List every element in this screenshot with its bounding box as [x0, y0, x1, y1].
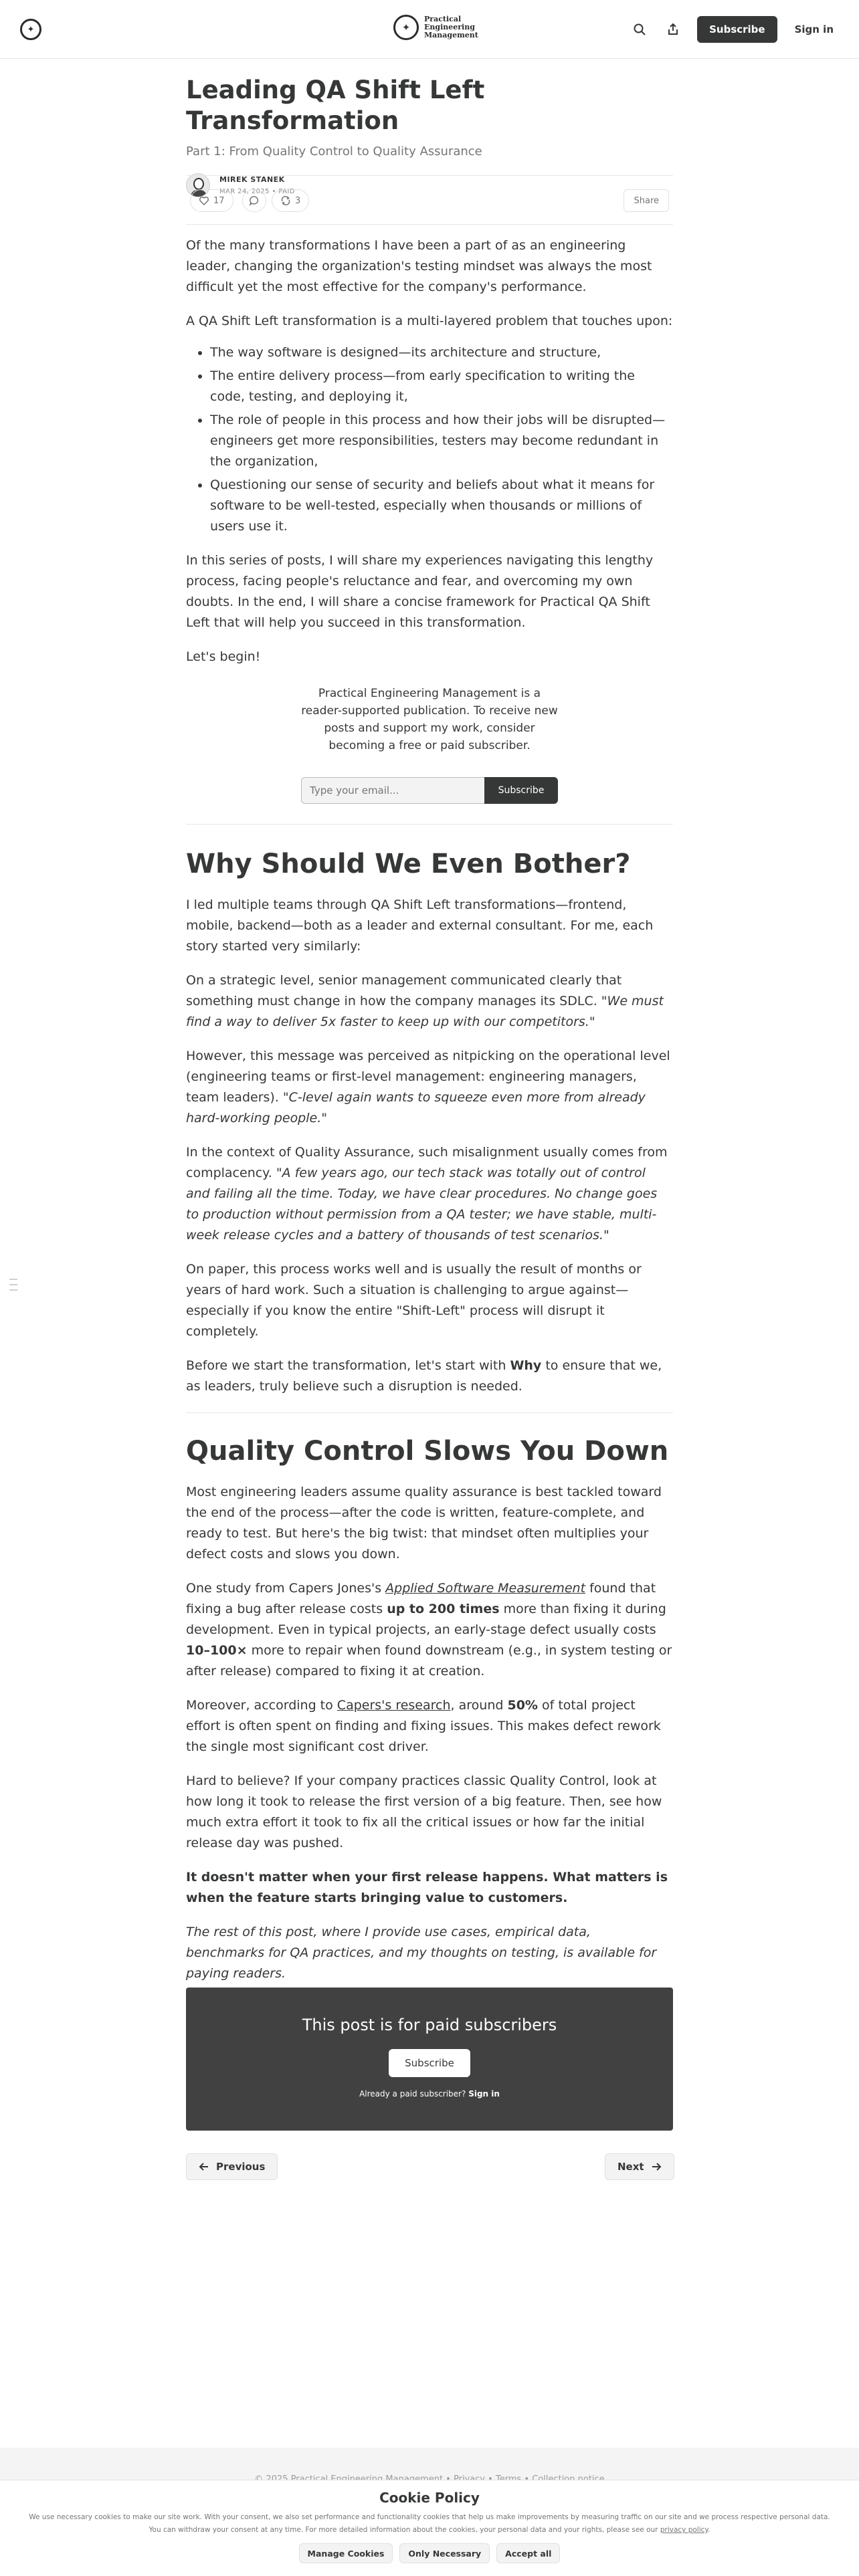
- author-name[interactable]: MIREK STANEK: [219, 175, 285, 184]
- cookie-description: We use necessary cookies to make our site work. With your consent, we also set performance and functionality cookies that help us make improvements by measuring traffic on our site and we process respective personal data. You can withdraw your consent at any time. For more detailed information about the cookies, your personal data and your rights, please see our privacy policy.: [29, 2513, 830, 2534]
- list-item: • Questioning our sense of security and beliefs about what it means for software to be well-tested, especially when thousands or millions of users use it.: [210, 475, 673, 537]
- restack-icon: [280, 195, 291, 206]
- next-post-button[interactable]: Next: [605, 2153, 674, 2180]
- scroll-indicator[interactable]: [9, 1279, 17, 1295]
- intro-paragraph: In this series of posts, I will share my experiences navigating this lengthy process, facing people's reluctance and fear, and overcoming my own doubts. In the end, I will share a concise framework for Practical QA Shift Left that will help you succeed in this transformation.: [186, 553, 654, 630]
- brand-compass-icon: ✦: [393, 15, 419, 40]
- topics-list: [186, 342, 673, 537]
- section-paragraph: Before we start the transformation, let's start with Why to ensure that we, as leaders, truly believe such a disruption is needed.: [186, 1358, 662, 1394]
- sign-in-link[interactable]: Sign in: [794, 23, 834, 35]
- comment-button[interactable]: [242, 189, 266, 212]
- privacy-policy-link[interactable]: privacy policy: [660, 2526, 708, 2534]
- paywall-box: [186, 1988, 673, 2131]
- intro-paragraph: A QA Shift Left transformation is a multi-layered problem that touches upon:: [186, 314, 673, 328]
- like-button[interactable]: [190, 189, 233, 212]
- divider: [186, 824, 673, 825]
- section-paragraph: On a strategic level, senior management communicated clearly that something must change in how the company manages its SDLC. "We must find a way to deliver 5x faster to keep up with our competitors.": [186, 973, 664, 1029]
- section-heading: Quality Control Slows You Down: [186, 1436, 669, 1467]
- previous-post-button[interactable]: Previous: [186, 2153, 278, 2180]
- section-paragraph: In the context of Quality Assurance, such misalignment usually comes from complacency. "A few years ago, our tech stack was totally out of control and failing all the time. Today, we have clear procedures. No change goes to production without permission from a QA tester; we have stable, multi-week release cycles and a battery of thousands of test scenarios.": [186, 1145, 668, 1243]
- brand-name: Practical Engineering Management: [424, 15, 478, 39]
- research-link[interactable]: Capers's research: [337, 1698, 451, 1713]
- subscribe-submit-button[interactable]: Subscribe: [484, 777, 558, 804]
- section-paragraph: One study from Capers Jones's Applied Software Measurement found that fixing a bug after release costs up to 200 times more than fixing it during development. Even in typical projects, an early-stage defect usually costs 10–100× more to repair when found downstream (e.g., in system testing or after release) compared to fixing it at creation.: [186, 1581, 672, 1679]
- post-subtitle: Part 1: From Quality Control to Quality Assurance: [186, 144, 482, 158]
- accept-all-button[interactable]: Accept all: [496, 2543, 560, 2563]
- paywall-title: This post is for paid subscribers: [302, 2016, 557, 2034]
- section-why-bother: [186, 848, 673, 1397]
- post-date: MAR 24, 2025 • PAID: [219, 188, 295, 195]
- arrow-left-icon: [199, 2161, 209, 2172]
- section-paragraph-italic: The rest of this post, where I provide use cases, empirical data, benchmarks for QA practices, and my thoughts on testing, is available for paying readers.: [186, 1925, 657, 1981]
- search-icon[interactable]: [628, 17, 652, 41]
- paywall-subscribe-button[interactable]: Subscribe: [389, 2049, 470, 2077]
- section-heading: Why Should We Even Bother?: [186, 849, 631, 879]
- only-necessary-button[interactable]: Only Necessary: [399, 2543, 490, 2563]
- heart-icon: [199, 195, 209, 206]
- subscribe-form: [301, 777, 558, 804]
- comment-icon: [249, 195, 260, 206]
- list-item: • The role of people in this process and how their jobs will be disrupted—engineers get more responsibilities, testers may become redundant in the organization,: [210, 410, 673, 472]
- email-input[interactable]: [301, 777, 484, 804]
- arrow-right-icon: [651, 2161, 662, 2172]
- cookie-title: Cookie Policy: [379, 2490, 480, 2506]
- like-count: 17: [213, 195, 225, 206]
- section-paragraph: On paper, this process works well and is usually the result of months or years of hard work. Such a situation is challenging to argue against—especially if you know the entire "Shift-Left" process will disrupt it completely.: [186, 1262, 642, 1339]
- section-paragraph-bold: It doesn't matter when your first release happens. What matters is when the feature starts bringing value to customers.: [186, 1870, 668, 1905]
- top-navigation-bar: [0, 0, 859, 59]
- paywall-signin-link[interactable]: Sign in: [468, 2089, 500, 2099]
- paywall-signin-text: Already a paid subscriber? Sign in: [359, 2089, 500, 2099]
- share-icon[interactable]: [661, 17, 685, 41]
- cookie-banner: [0, 2480, 859, 2576]
- section-paragraph: I led multiple teams through QA Shift Left transformations—frontend, mobile, backend—both as a leader and external consultant. For me, each story started very similarly:: [186, 897, 654, 954]
- section-paragraph: However, this message was perceived as nitpicking on the operational level (engineering teams or first-level management: engineering managers, team leaders). "C-level again wants to squeeze even more from already hard-working people.": [186, 1049, 670, 1125]
- list-item: • The entire delivery process—from early specification to writing the code, testing, and deploying it,: [210, 366, 673, 407]
- list-item: • The way software is designed—its architecture and structure,: [210, 342, 673, 363]
- intro-section: [186, 235, 673, 667]
- manage-cookies-button[interactable]: Manage Cookies: [299, 2543, 393, 2563]
- post-title: Leading QA Shift Left Transformation: [186, 76, 485, 135]
- section-paragraph: Most engineering leaders assume quality assurance is best tackled toward the end of the process—after the code is written, feature-complete, and ready to test. But here's the big twist: that mindset often multiplies your defect costs and slows you down.: [186, 1485, 662, 1562]
- intro-paragraph: Let's begin!: [186, 649, 261, 664]
- section-paragraph: Hard to believe? If your company practices classic Quality Control, look at how long it took to release the first version of a big feature. Then, see how much extra effort it took to fix all the critical issues or how far the initial release day was pushed.: [186, 1774, 662, 1850]
- divider: [186, 1412, 673, 1413]
- book-link[interactable]: Applied Software Measurement: [385, 1581, 586, 1596]
- subscribe-button[interactable]: Subscribe: [697, 16, 777, 43]
- publication-brand[interactable]: [393, 15, 478, 40]
- section-paragraph: Moreover, according to Capers's research, around 50% of total project effort is often spent on finding and fixing issues. This makes defect rework the single most significant cost driver.: [186, 1698, 661, 1754]
- subscribe-prompt-text: Practical Engineering Management is a reader-supported publication. To receive new posts and support my work, consider becoming a free or paid subscriber.: [301, 687, 558, 752]
- section-quality-control: [186, 1435, 673, 1984]
- share-button[interactable]: Share: [624, 189, 669, 212]
- compass-logo-icon[interactable]: ✦: [20, 19, 41, 40]
- post-actions-bar: [186, 175, 673, 225]
- restack-button[interactable]: [272, 189, 309, 212]
- intro-paragraph: Of the many transformations I have been a part of as an engineering leader, changing the organization's testing mindset was always the most difficult yet the most effective for the company's performance.: [186, 238, 652, 294]
- restack-count: 3: [295, 195, 301, 206]
